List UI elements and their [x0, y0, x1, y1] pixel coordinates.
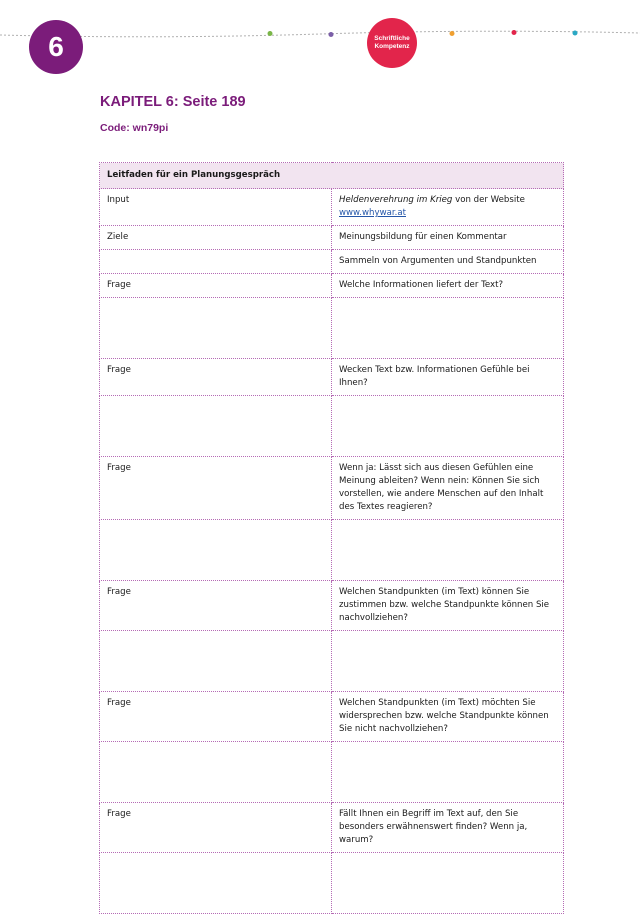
answer-area[interactable] — [332, 520, 564, 581]
answer-row — [100, 520, 564, 581]
answer-label-cell — [100, 396, 332, 457]
ziele-text-2: Sammeln von Argumenten und Standpunkten — [332, 250, 564, 274]
answer-label-cell — [100, 853, 332, 914]
ziele-text-1: Meinungsbildung für einen Kommentar — [332, 226, 564, 250]
answer-row — [100, 742, 564, 803]
table-row-question — [100, 803, 564, 853]
question-text: Wecken Text bzw. Informationen Gefühle bei Ihnen? — [332, 359, 564, 396]
decoration-dot — [450, 31, 455, 36]
chapter-badge — [29, 20, 83, 74]
input-title: Heldenverehrung im Krieg — [339, 195, 453, 205]
question-label: Frage — [100, 457, 332, 520]
table-row-question — [100, 359, 564, 396]
header-decoration-line — [0, 30, 640, 42]
answer-area[interactable] — [332, 396, 564, 457]
topic-label-line2: Kompetenz — [374, 43, 410, 50]
planning-guide-table — [99, 162, 564, 914]
table-row-question — [100, 692, 564, 742]
table-row-question — [100, 274, 564, 298]
answer-row — [100, 631, 564, 692]
table-row-ziele-2 — [100, 250, 564, 274]
question-text: Wenn ja: Lässt sich aus diesen Gefühlen eine Meinung ableiten? Wenn nein: Können Sie sich vorstellen, wie andere Menschen auf den Inhalt des Textes reagieren? — [332, 457, 564, 520]
table-header-row — [100, 163, 564, 189]
decoration-dot — [329, 32, 334, 37]
question-label: Frage — [100, 359, 332, 396]
row-label-empty — [100, 250, 332, 274]
table-row-ziele — [100, 226, 564, 250]
answer-row — [100, 396, 564, 457]
answer-row — [100, 853, 564, 914]
answer-row — [100, 298, 564, 359]
answer-area[interactable] — [332, 742, 564, 803]
table-row-question — [100, 581, 564, 631]
table-row-input — [100, 189, 564, 226]
question-label: Frage — [100, 274, 332, 298]
website-link[interactable]: www.whywar.at — [339, 208, 406, 218]
page-title: KAPITEL 6: Seite 189 — [100, 94, 246, 110]
question-label: Frage — [100, 692, 332, 742]
answer-label-cell — [100, 631, 332, 692]
row-label: Ziele — [100, 226, 332, 250]
decoration-dot — [573, 31, 578, 36]
topic-badge — [367, 18, 417, 68]
answer-label-cell — [100, 520, 332, 581]
table-row-question — [100, 457, 564, 520]
question-text: Welchen Standpunkten (im Text) können Sie zustimmen bzw. welche Standpunkte können Sie nachvollziehen? — [332, 581, 564, 631]
question-label: Frage — [100, 581, 332, 631]
input-mid-text: von der Website — [452, 195, 525, 205]
access-code: Code: wn79pi — [100, 122, 169, 134]
answer-label-cell — [100, 742, 332, 803]
answer-area[interactable] — [332, 853, 564, 914]
question-label: Frage — [100, 803, 332, 853]
answer-area[interactable] — [332, 298, 564, 359]
topic-label-line1: Schriftliche — [374, 35, 410, 42]
question-text: Welchen Standpunkten (im Text) möchten Sie widersprechen bzw. welche Standpunkte können Sie nicht nachvollziehen? — [332, 692, 564, 742]
answer-area[interactable] — [332, 631, 564, 692]
row-label: Input — [100, 189, 332, 226]
chapter-number: 6 — [48, 31, 64, 62]
question-text: Welche Informationen liefert der Text? — [332, 274, 564, 298]
input-cell — [332, 189, 564, 226]
answer-label-cell — [100, 298, 332, 359]
question-text: Fällt Ihnen ein Begriff im Text auf, den Sie besonders erwähnenswert finden? Wenn ja, warum? — [332, 803, 564, 853]
table-heading: Leitfaden für ein Planungsgespräch — [100, 163, 564, 189]
decoration-dot — [268, 31, 273, 36]
decoration-dot — [512, 30, 517, 35]
